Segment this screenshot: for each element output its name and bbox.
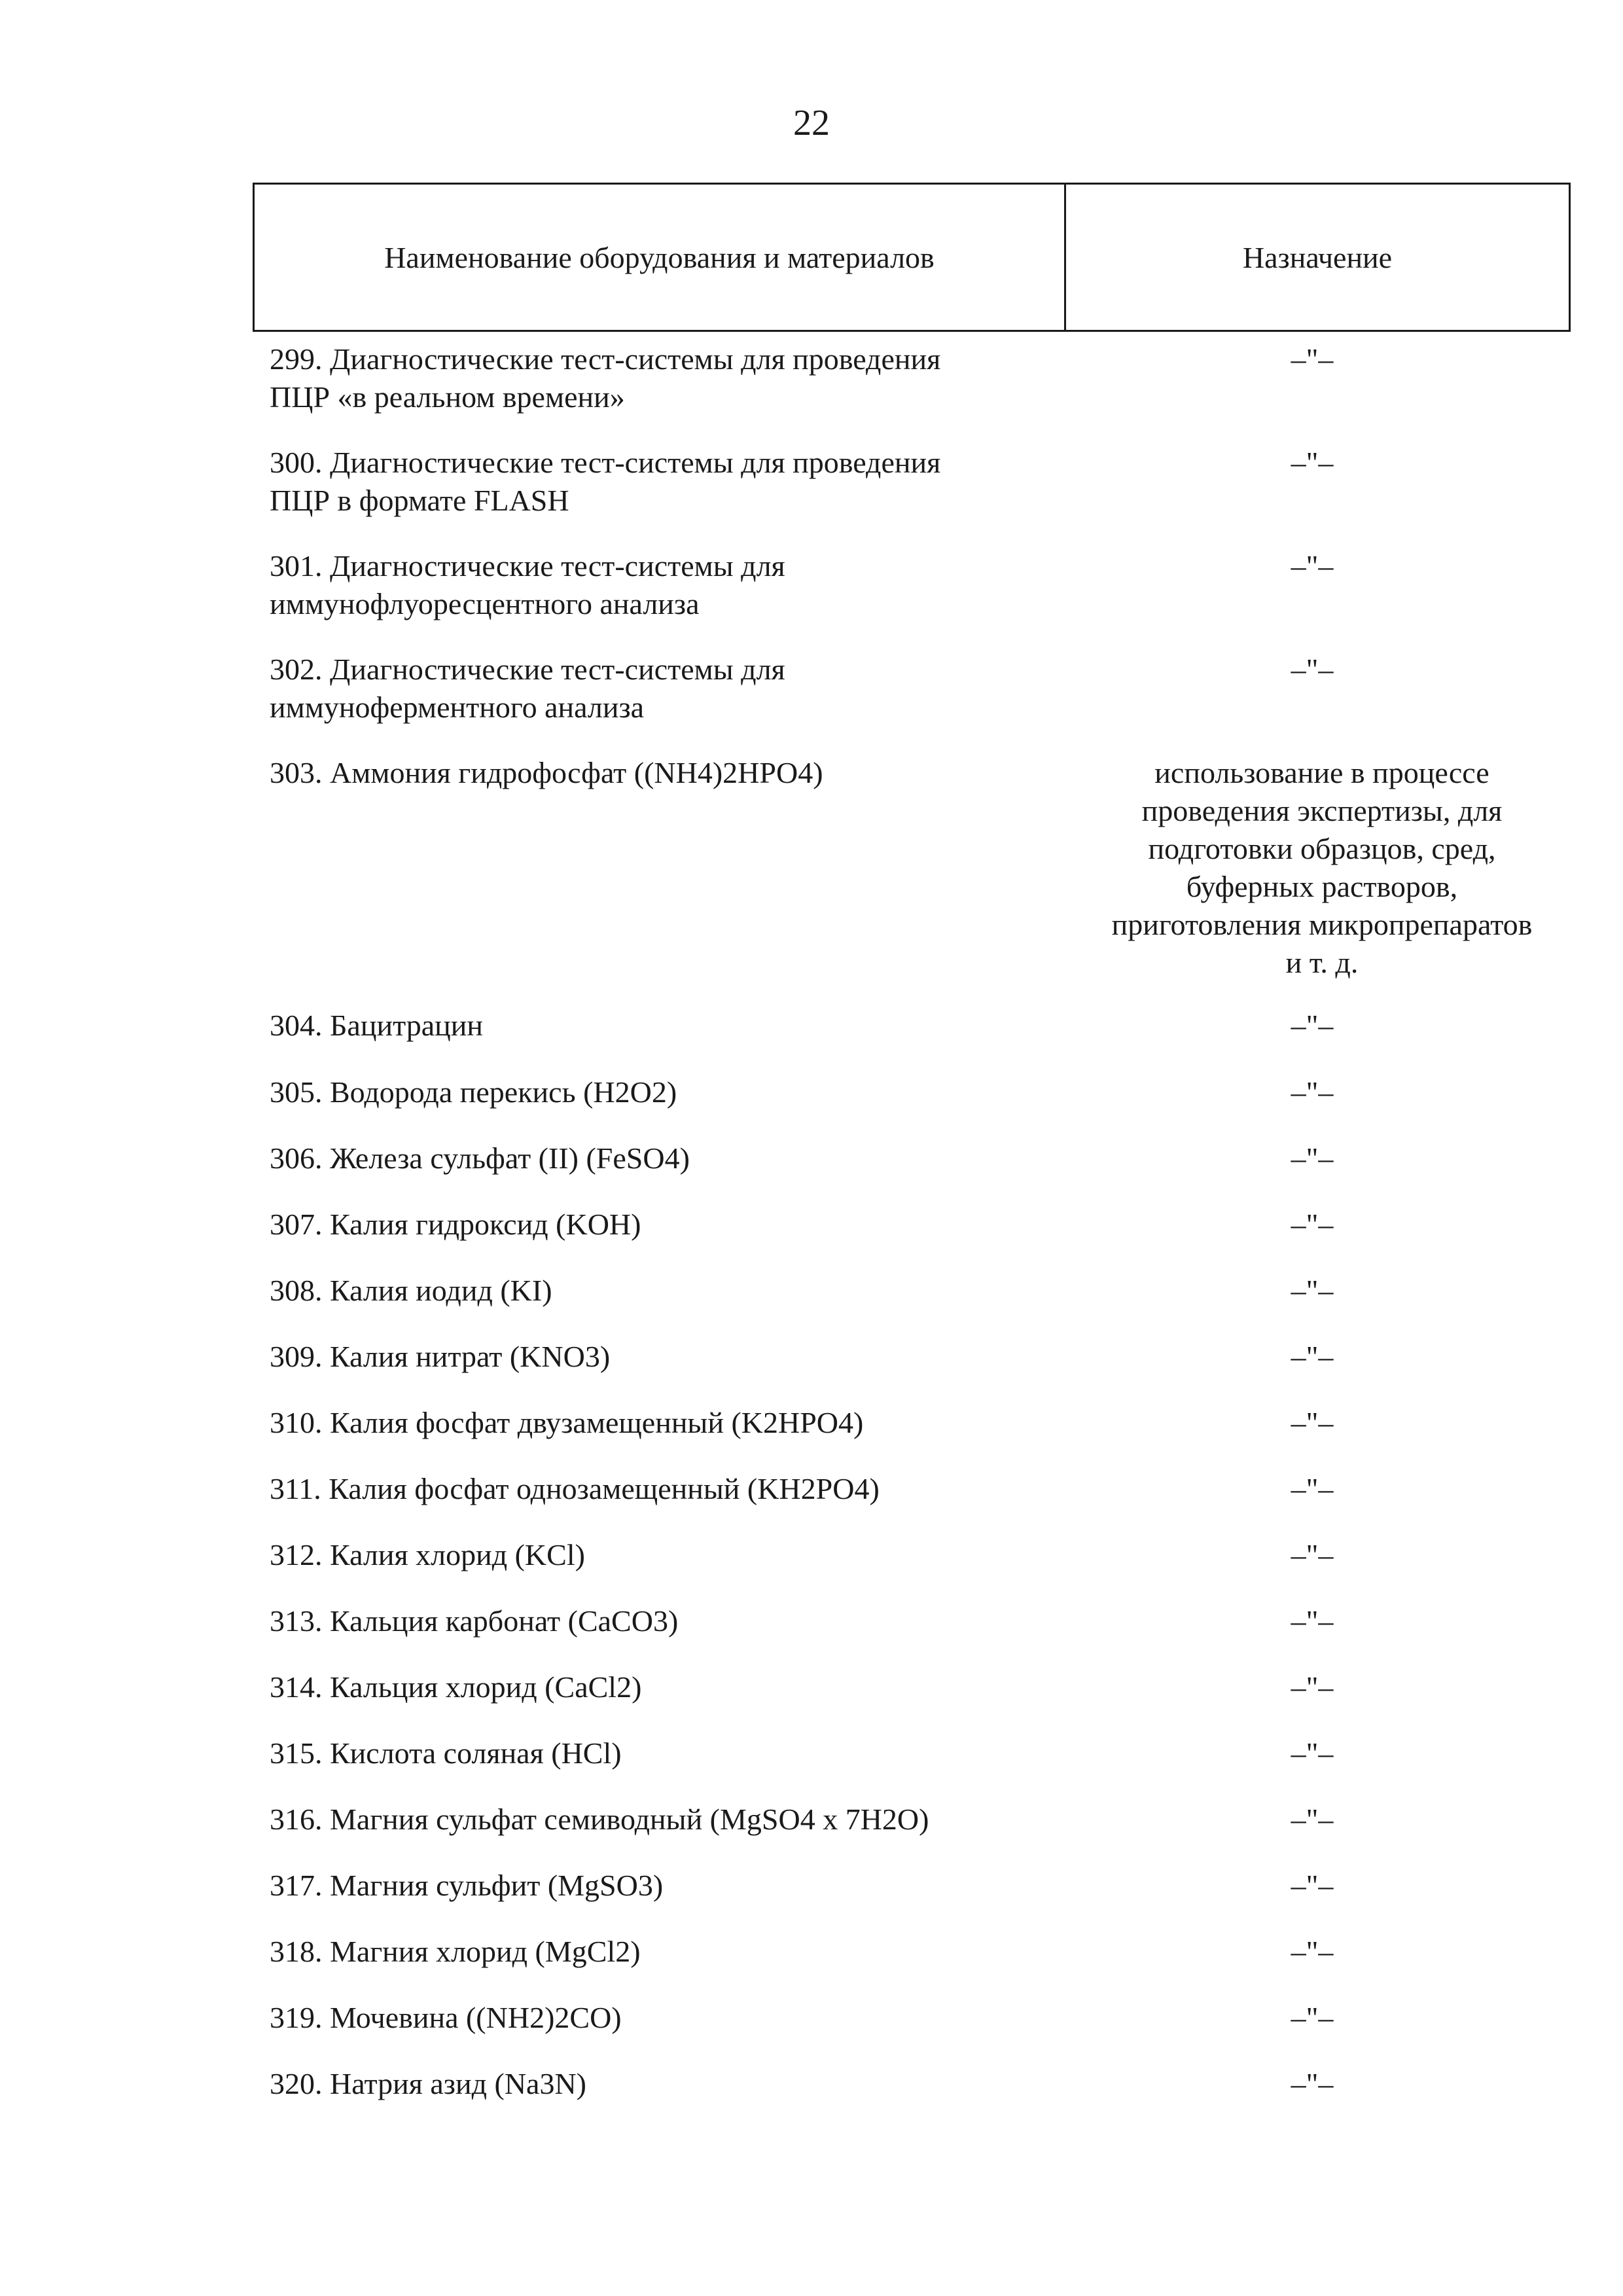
item-name: 311. Калия фосфат однозамещенный (KH2PO4) bbox=[270, 1472, 880, 1505]
item-name: 312. Калия хлорид (KCl) bbox=[270, 1538, 585, 1571]
item-purpose-ditto: –"– bbox=[1291, 1604, 1334, 1638]
item-purpose-ditto: –"– bbox=[1291, 1075, 1334, 1109]
item-purpose-line: проведения экспертизы, для bbox=[1141, 794, 1503, 827]
item-purpose-ditto: –"– bbox=[1291, 342, 1334, 376]
item-purpose-ditto: –"– bbox=[1291, 1141, 1334, 1175]
item-purpose-ditto: –"– bbox=[1291, 1274, 1334, 1307]
item-name: 305. Водорода перекись (H2O2) bbox=[270, 1075, 677, 1109]
item-purpose-line: и т. д. bbox=[1285, 946, 1359, 979]
item-purpose-ditto: –"– bbox=[1291, 1472, 1334, 1505]
item-purpose-ditto: –"– bbox=[1291, 1803, 1334, 1836]
item-purpose-ditto: –"– bbox=[1291, 653, 1334, 686]
page-number: 22 bbox=[793, 103, 830, 143]
item-purpose-ditto: –"– bbox=[1291, 1406, 1334, 1439]
item-name: 310. Калия фосфат двузамещенный (K2HPO4) bbox=[270, 1406, 864, 1439]
item-name: 308. Калия иодид (KI) bbox=[270, 1274, 552, 1307]
item-purpose-ditto: –"– bbox=[1291, 1736, 1334, 1770]
item-purpose-line: подготовки образцов, сред, bbox=[1148, 832, 1496, 865]
item-purpose-ditto: –"– bbox=[1291, 549, 1334, 583]
header-purpose-column: Назначение bbox=[1242, 240, 1393, 274]
item-name: 303. Аммония гидрофосфат ((NH4)2HPO4) bbox=[270, 756, 823, 789]
item-name: 301. Диагностические тест-системы для иммунофлуоресцентного анализа bbox=[270, 549, 785, 620]
item-purpose-ditto: –"– bbox=[1291, 1340, 1334, 1373]
item-purpose-line: приготовления микропрепаратов bbox=[1111, 908, 1533, 941]
item-name: 315. Кислота соляная (HCl) bbox=[270, 1736, 622, 1770]
item-name: 314. Кальция хлорид (CaCl2) bbox=[270, 1670, 642, 1704]
item-name: 316. Магния сульфат семиводный (MgSO4 x 7H2O) bbox=[270, 1803, 929, 1836]
item-name: 319. Мочевина ((NH2)2CO) bbox=[270, 2001, 622, 2034]
item-name: 309. Калия нитрат (KNO3) bbox=[270, 1340, 611, 1373]
item-purpose-ditto: –"– bbox=[1291, 2067, 1334, 2100]
item-name: 302. Диагностические тест-системы для иммуноферментного анализа bbox=[270, 653, 785, 724]
item-purpose-ditto: –"– bbox=[1291, 1935, 1334, 1968]
item-purpose-ditto: –"– bbox=[1291, 1670, 1334, 1704]
item-purpose-ditto: –"– bbox=[1291, 1869, 1334, 1902]
item-name: 300. Диагностические тест-системы для проведения ПЦР в формате FLASH bbox=[270, 446, 941, 517]
item-purpose bbox=[1073, 754, 1571, 982]
item-name: 306. Железа сульфат (II) (FeSO4) bbox=[270, 1141, 690, 1175]
item-purpose-ditto: –"– bbox=[1291, 1009, 1334, 1042]
item-purpose-line: буферных растворов, bbox=[1186, 870, 1458, 903]
item-name: 307. Калия гидроксид (KOH) bbox=[270, 1208, 641, 1241]
item-purpose-ditto: –"– bbox=[1291, 446, 1334, 479]
item-name: 299. Диагностические тест-системы для проведения ПЦР «в реальном времени» bbox=[270, 342, 941, 414]
item-name: 313. Кальция карбонат (CaCO3) bbox=[270, 1604, 679, 1638]
item-purpose-ditto: –"– bbox=[1291, 1208, 1334, 1241]
item-purpose-line: использование в процессе bbox=[1154, 756, 1489, 789]
item-name: 318. Магния хлорид (MgCl2) bbox=[270, 1935, 641, 1968]
item-name: 317. Магния сульфит (MgSO3) bbox=[270, 1869, 664, 1902]
item-name: 304. Бацитрацин bbox=[270, 1009, 483, 1042]
item-purpose-ditto: –"– bbox=[1291, 1538, 1334, 1571]
item-name: 320. Натрия азид (Na3N) bbox=[270, 2067, 586, 2100]
item-purpose-ditto: –"– bbox=[1291, 2001, 1334, 2034]
header-name-column: Наименование оборудования и материалов bbox=[255, 185, 1066, 330]
